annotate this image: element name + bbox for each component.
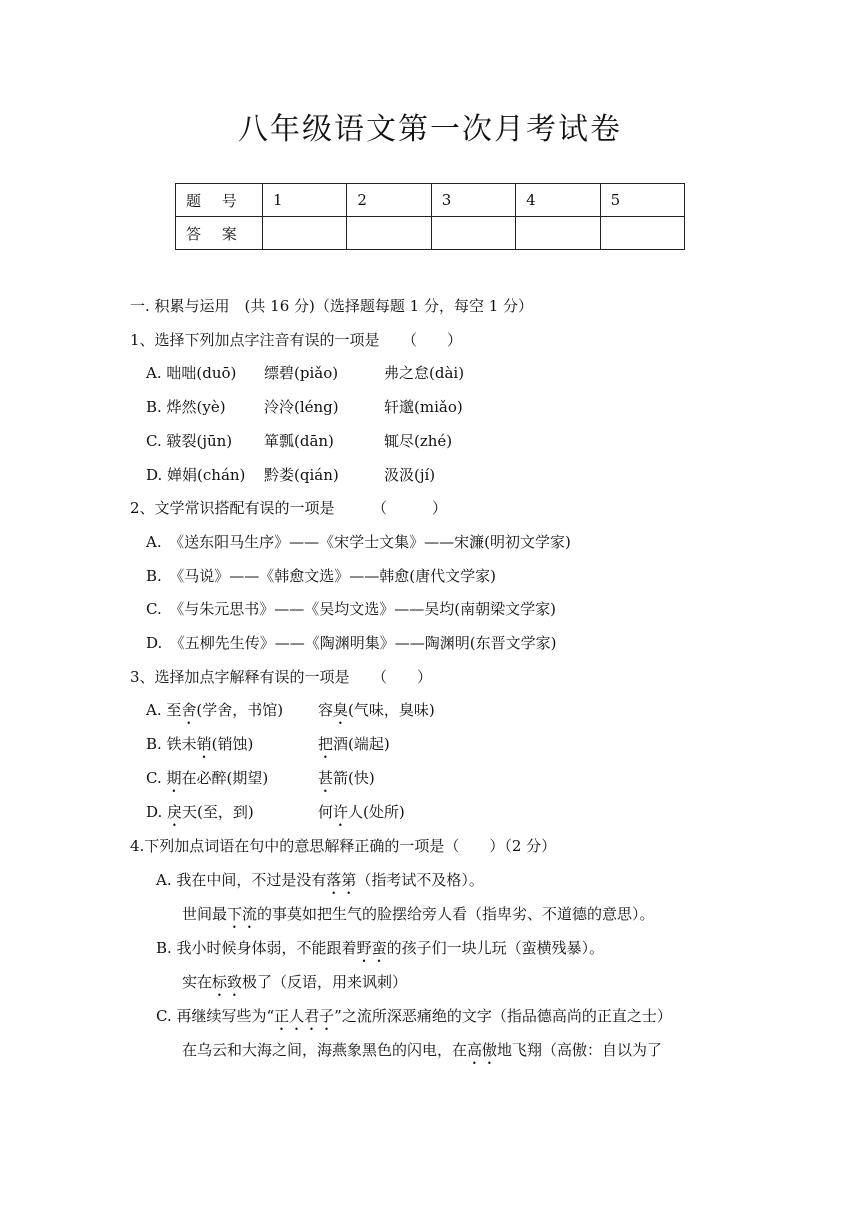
option-part xyxy=(318,694,435,728)
option-letter: B. xyxy=(146,735,167,754)
dotted-char: 甚 xyxy=(318,769,334,788)
option-text: 在乌云和大海之间，海燕象黑色的闪电，在 xyxy=(182,1041,468,1060)
option-letter: A. xyxy=(146,701,167,720)
question-number-cell: 1 xyxy=(263,184,347,217)
question-4-stem: 4.下列加点词语在句中的意思解释正确的一项是（ ）（2 分） xyxy=(130,837,557,856)
question-3-option-c xyxy=(130,762,740,796)
question-1-stem: 1、选择下列加点字注音有误的一项是 （ ） xyxy=(130,330,463,349)
question-4-option-b-line2 xyxy=(130,966,740,1000)
option-part: C. 皲裂(jūn) xyxy=(146,431,233,450)
option-part xyxy=(318,796,405,830)
option-text: （指考试不及格）。 xyxy=(356,871,484,890)
question-3-option-a xyxy=(130,694,740,728)
option-text: 在必醉(期望) xyxy=(181,769,269,788)
question-number-cell: 2 xyxy=(347,184,431,217)
option-text: 铁未 xyxy=(166,735,197,754)
option-text: B. 我小时候身体弱，不能跟着 xyxy=(156,939,357,958)
question-number-label: 题 号 xyxy=(176,184,263,217)
option-part: 汲汲(jí) xyxy=(384,465,436,484)
question-4-option-c-line2 xyxy=(130,1034,740,1068)
question-4-option-a-line2 xyxy=(130,898,740,932)
option-part: 辄尽(zhé) xyxy=(384,431,453,450)
option-text: 容 xyxy=(318,701,334,720)
option-part: D. 婵娟(chán) xyxy=(146,465,246,484)
option-part xyxy=(146,796,318,830)
option-text: 箭(快) xyxy=(333,769,375,788)
option-text: 世间最 xyxy=(182,905,228,924)
option-text: 地飞翔（高傲：自以为了 xyxy=(497,1041,663,1060)
option-text: (销蚀) xyxy=(211,735,254,754)
dotted-char: 戾 xyxy=(167,803,183,822)
dotted-char: 期 xyxy=(166,769,182,788)
option-part: 弗之怠(dài) xyxy=(384,364,465,383)
question-2-option-a: A. 《送东阳马生序》——《宋学士文集》——宋濂(明初文学家) xyxy=(146,532,571,551)
answer-cell xyxy=(263,217,347,250)
option-part xyxy=(318,728,390,762)
option-part: B. 烨然(yè) xyxy=(146,398,226,417)
option-text: 极了（反语，用来讽刺） xyxy=(242,973,408,992)
question-4-option-b-line1 xyxy=(130,932,740,966)
dotted-word: 野蛮 xyxy=(356,939,387,958)
question-3-option-b xyxy=(130,728,740,762)
option-part: 缥碧(piǎo) xyxy=(264,364,339,383)
table-row xyxy=(176,217,685,250)
question-4-option-c-line1 xyxy=(130,1000,740,1034)
answer-cell xyxy=(431,217,515,250)
option-text: (气味，臭味) xyxy=(348,701,435,720)
option-part xyxy=(318,762,375,796)
answer-cell xyxy=(347,217,431,250)
option-text: 的孩子们一块儿玩（蛮横残暴）。 xyxy=(386,939,605,958)
section-heading: 一. 积累与运用 (共 16 分)（选择题每题 1 分，每空 1 分） xyxy=(130,297,534,315)
option-text: 酒(端起) xyxy=(333,735,390,754)
dotted-word: 落第 xyxy=(326,871,357,890)
dotted-word: 下流 xyxy=(227,905,258,924)
option-part xyxy=(146,728,318,762)
dotted-word: 高傲 xyxy=(467,1041,498,1060)
option-text: 至 xyxy=(166,701,182,720)
question-4-option-a-line1 xyxy=(130,864,740,898)
question-1-option-d xyxy=(130,459,740,493)
option-text: (学舍，书馆) xyxy=(196,701,284,720)
question-3-option-d xyxy=(130,796,740,830)
option-part xyxy=(146,762,318,796)
dotted-char: 销 xyxy=(196,735,212,754)
question-number-cell: 3 xyxy=(431,184,515,217)
option-text: A. 我在中间，不过是没有 xyxy=(156,871,327,890)
option-text: C. 再继续写些为“ xyxy=(156,1007,275,1026)
option-text: 天(至，到) xyxy=(182,803,254,822)
option-text: ”之流所深恶痛绝的文字（指品德高尚的正直之士） xyxy=(334,1007,672,1026)
option-part xyxy=(146,694,318,728)
answer-cell xyxy=(600,217,684,250)
option-text: 的事莫如把生气的脸摆给旁人看（指卑劣、不道德的意思）。 xyxy=(257,905,655,924)
score-table xyxy=(175,183,685,250)
dotted-char: 舍 xyxy=(181,701,197,720)
question-number-cell: 5 xyxy=(600,184,684,217)
dotted-word: 标致 xyxy=(212,973,243,992)
answer-label: 答 案 xyxy=(176,217,263,250)
question-2-option-d: D. 《五柳先生传》——《陶渊明集》——陶渊明(东晋文学家) xyxy=(146,634,557,653)
page-title: 八年级语文第一次月考试卷 xyxy=(238,112,622,147)
dotted-word: 正人君子 xyxy=(274,1007,335,1026)
option-part: 黔娄(qián) xyxy=(264,465,339,484)
question-2-option-b: B. 《马说》——《韩愈文选》——韩愈(唐代文学家) xyxy=(146,566,496,585)
option-letter: D. xyxy=(146,803,168,822)
question-1-option-a xyxy=(130,357,740,391)
option-part: 箪瓢(dān) xyxy=(264,431,334,450)
table-row xyxy=(176,184,685,217)
option-part: 泠泠(léng) xyxy=(264,398,339,417)
option-part: A. 咄咄(duō) xyxy=(146,364,237,383)
question-2-option-c: C. 《与朱元思书》——《吴均文选》——吴均(南朝梁文学家) xyxy=(146,600,556,619)
dotted-char: 许 xyxy=(333,803,349,822)
option-text: 人(处所) xyxy=(348,803,405,822)
question-3-stem: 3、选择加点字解释有误的一项是 （ ） xyxy=(130,667,433,686)
dotted-char: 臭 xyxy=(333,701,349,720)
question-1-option-c xyxy=(130,425,740,459)
option-text: 何 xyxy=(318,803,334,822)
dotted-char: 把 xyxy=(318,735,334,754)
question-2-stem: 2、文学常识搭配有误的一项是 （ ） xyxy=(130,499,448,518)
question-1-option-b xyxy=(130,391,740,425)
question-number-cell: 4 xyxy=(516,184,600,217)
option-text: 实在 xyxy=(182,973,213,992)
option-letter: C. xyxy=(146,769,167,788)
answer-cell xyxy=(516,217,600,250)
exam-content xyxy=(130,290,740,1068)
option-part: 轩邈(miǎo) xyxy=(384,398,463,417)
